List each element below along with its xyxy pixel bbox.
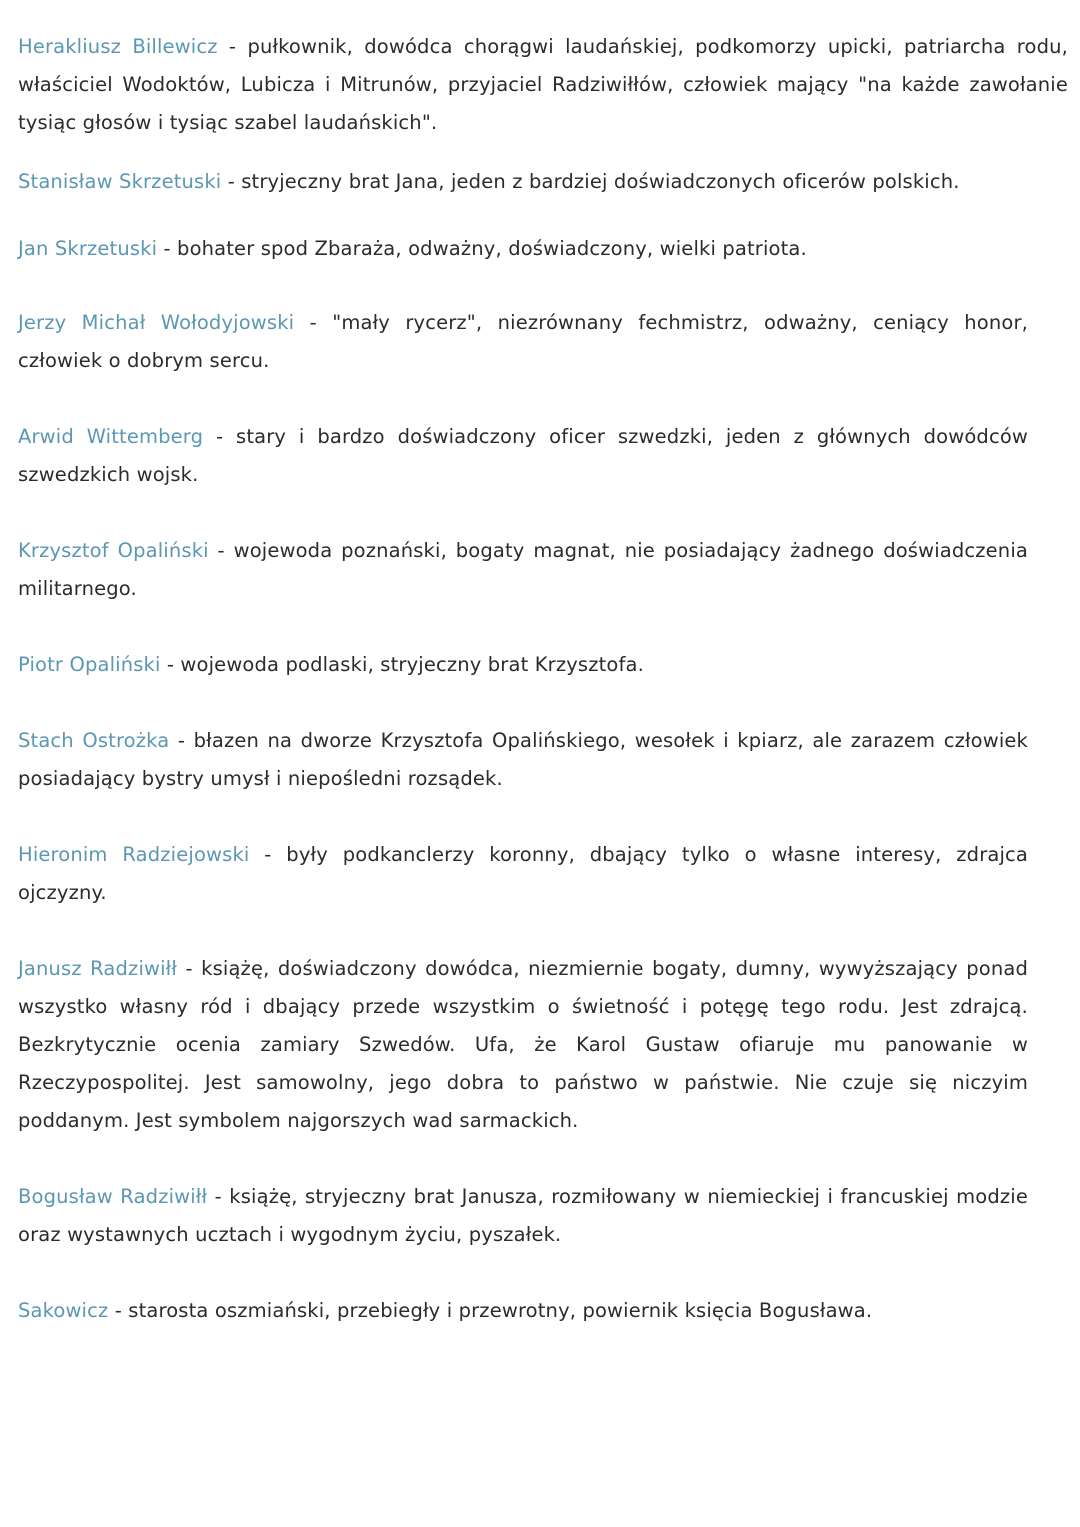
character-description: były podkanclerzy koronny, dbający tylko o własne interesy, zdrajca ojczyzny. xyxy=(18,843,1029,904)
separator: - xyxy=(157,237,178,260)
character-name: Krzysztof Opaliński xyxy=(18,539,209,562)
character-description: stary i bardzo doświadczony oficer szwedzki, jeden z głównych dowódców szwedzkich wojsk. xyxy=(18,425,1029,486)
separator: - xyxy=(207,1185,230,1208)
separator: - xyxy=(160,653,181,676)
character-name: Arwid Wittemberg xyxy=(18,425,204,448)
character-entry-boguslaw-radziwill xyxy=(18,1178,1028,1254)
character-entry-arwid-wittemberg xyxy=(18,418,1028,494)
character-entry-piotr-opalinski xyxy=(18,646,1028,684)
separator: - xyxy=(208,539,234,562)
character-entry-jerzy-michal-wolodyjowski xyxy=(18,304,1028,380)
character-description: książę, stryjeczny brat Janusza, rozmiłowany w niemieckiej i francuskiej modzie oraz wystawnych ucztach i wygodnym życiu, pyszałek. xyxy=(18,1185,1029,1246)
character-description: książę, doświadczony dowódca, niezmiernie bogaty, dumny, wywyższający ponad wszystko własny ród i dbający przede wszystkim o świetność i potęgę tego rodu. Jest zdrajcą. Bezkrytycznie ocenia zamiary Szwedów. Ufa, że Karol Gustaw ofiaruje mu panowanie w Rzeczypospolitej. Jest samowolny, jego dobra to państwo w państwie. Nie czuje się niczyim poddanym. Jest symbolem najgorszych wad sarmackich. xyxy=(18,957,1028,1132)
character-entry-janusz-radziwill xyxy=(18,950,1028,1140)
character-entry-sakowicz xyxy=(18,1292,1028,1330)
character-name: Bogusław Radziwiłł xyxy=(18,1185,208,1208)
separator: - xyxy=(221,170,242,193)
character-description: wojewoda poznański, bogaty magnat, nie posiadający żadnego doświadczenia militarnego. xyxy=(18,539,1028,600)
character-description: "mały rycerz", niezrównany fechmistrz, odważny, ceniący honor, człowiek o dobrym sercu. xyxy=(18,311,1028,372)
separator: - xyxy=(203,425,237,448)
separator: - xyxy=(217,35,248,58)
character-description: bohater spod Zbaraża, odważny, doświadczony, wielki patriota. xyxy=(177,237,807,260)
character-description: pułkownik, dowódca chorągwi laudańskiej, podkomorzy upicki, patriarcha rodu, właściciel Wodoktów, Lubicza i Mitrunów, przyjaciel Radziwiłłów, człowiek mający "na każde zawołanie tysiąc głosów i tysiąc szabel laudańskich". xyxy=(18,35,1068,134)
separator: - xyxy=(294,311,333,334)
character-description: błazen na dworze Krzysztofa Opalińskiego, wesołek i kpiarz, ale zarazem człowiek posiadający bystry umysł i niepośledni rozsądek. xyxy=(18,729,1028,790)
character-description: stryjeczny brat Jana, jeden z bardziej doświadczonych oficerów polskich. xyxy=(241,170,960,193)
separator: - xyxy=(249,843,287,866)
character-name: Stanisław Skrzetuski xyxy=(18,170,222,193)
character-name: Hieronim Radziejowski xyxy=(18,843,250,866)
character-name: Sakowicz xyxy=(18,1299,109,1322)
separator: - xyxy=(108,1299,129,1322)
character-entry-hieronim-radziejowski xyxy=(18,836,1028,912)
character-entry-herakliusz-billewicz xyxy=(18,28,1068,142)
character-name: Janusz Radziwiłł xyxy=(18,957,178,980)
character-description: starosta oszmiański, przebiegły i przewrotny, powiernik księcia Bogusława. xyxy=(128,1299,873,1322)
separator: - xyxy=(177,957,202,980)
character-name: Piotr Opaliński xyxy=(18,653,161,676)
character-name: Jan Skrzetuski xyxy=(18,237,158,260)
character-entry-stach-ostrozka xyxy=(18,722,1028,798)
character-entry-krzysztof-opalinski xyxy=(18,532,1028,608)
character-name: Jerzy Michał Wołodyjowski xyxy=(18,311,295,334)
character-entry-stanislaw-skrzetuski xyxy=(18,163,1028,201)
character-name: Herakliusz Billewicz xyxy=(18,35,218,58)
character-name: Stach Ostrożka xyxy=(18,729,170,752)
separator: - xyxy=(169,729,194,752)
character-description: wojewoda podlaski, stryjeczny brat Krzysztofa. xyxy=(180,653,644,676)
character-entry-jan-skrzetuski xyxy=(18,230,1028,268)
